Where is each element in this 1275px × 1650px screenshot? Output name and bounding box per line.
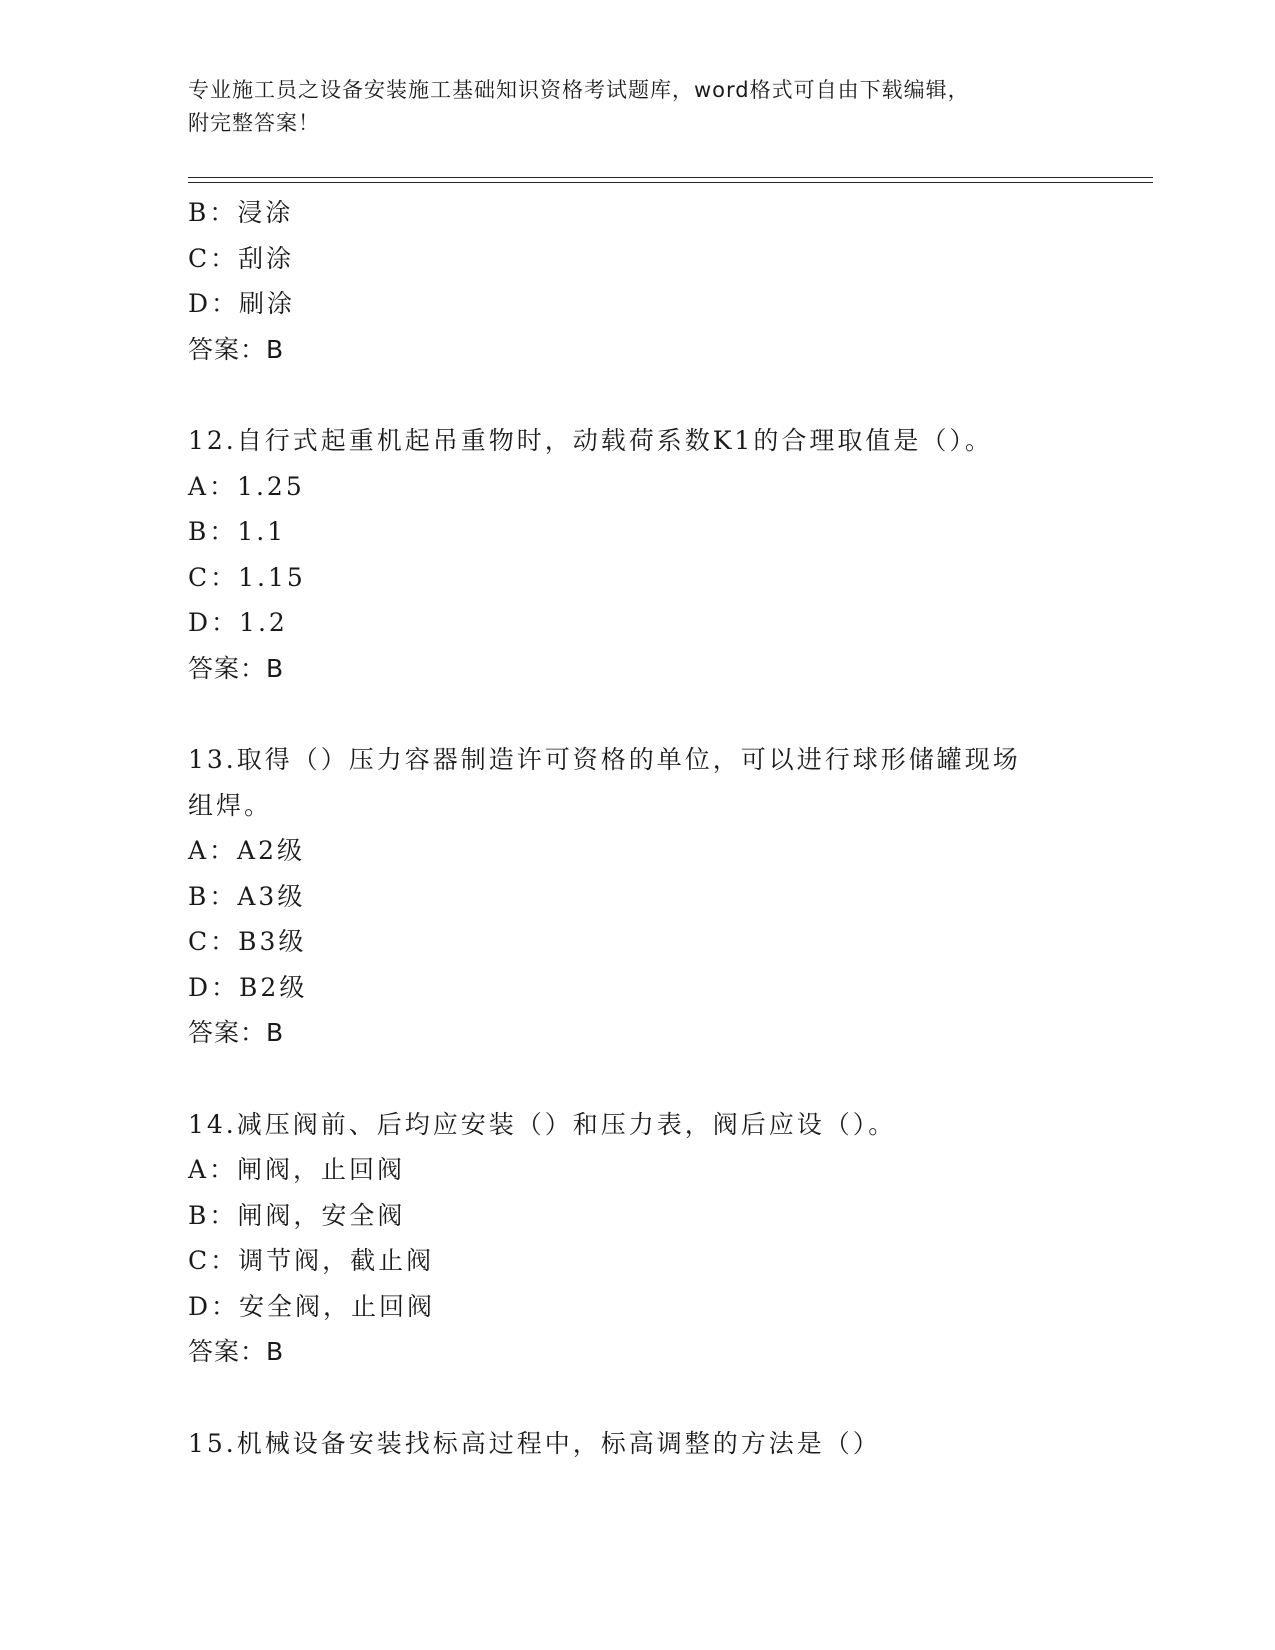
option-d: D：刷涂 [188,289,296,318]
question-11-continued [188,190,1108,372]
question-text: 13.取得（）压力容器制造许可资格的单位，可以进行球形储罐现场 [188,745,1021,774]
question-text: 12.自行式起重机起吊重物时，动载荷系数K1的合理取值是（）。 [188,426,993,455]
spacer [188,372,1108,418]
question-13 [188,737,1108,1056]
option-a: A：闸阀，止回阀 [188,1155,406,1184]
question-text: 14.减压阀前、后均应安装（）和压力表，阀后应设（）。 [188,1109,897,1139]
question-14 [188,1102,1108,1375]
header-line-1: 专业施工员之设备安装施工基础知识资格考试题库，word格式可自由下载编辑， [188,78,970,102]
question-list [188,190,1108,1466]
answer-label: 答案：B [188,1337,285,1366]
answer-label: 答案：B [188,334,285,364]
option-d: D：1.2 [188,608,288,637]
option-a: A：1.25 [188,471,305,501]
option-b: B：A3级 [188,881,306,911]
option-c: C：调节阀，截止阀 [188,1246,435,1275]
option-c: C：1.15 [188,562,306,592]
option-d: D：安全阀，止回阀 [188,1291,436,1321]
spacer [188,1375,1108,1421]
question-text-continued: 组焊。 [188,790,273,820]
question-15 [188,1421,1108,1467]
option-d: D：B2级 [188,972,308,1002]
spacer [188,691,1108,737]
answer-label: 答案：B [188,653,285,683]
header-divider-bottom [188,182,1153,183]
question-12 [188,418,1108,691]
header-divider-top [188,177,1153,178]
option-c: C：B3级 [188,927,307,956]
spacer [188,1056,1108,1102]
question-text: 15.机械设备安装找标高过程中，标高调整的方法是（） [188,1428,881,1458]
answer-label: 答案：B [188,1018,285,1047]
option-b: B：1.1 [188,517,287,546]
option-b: B：浸涂 [188,198,294,227]
option-a: A：A2级 [188,836,306,865]
option-b: B：闸阀，安全阀 [188,1200,406,1230]
document-header [188,74,1088,140]
option-c: C：刮涂 [188,243,295,273]
header-line-2: 附完整答案！ [188,111,320,135]
